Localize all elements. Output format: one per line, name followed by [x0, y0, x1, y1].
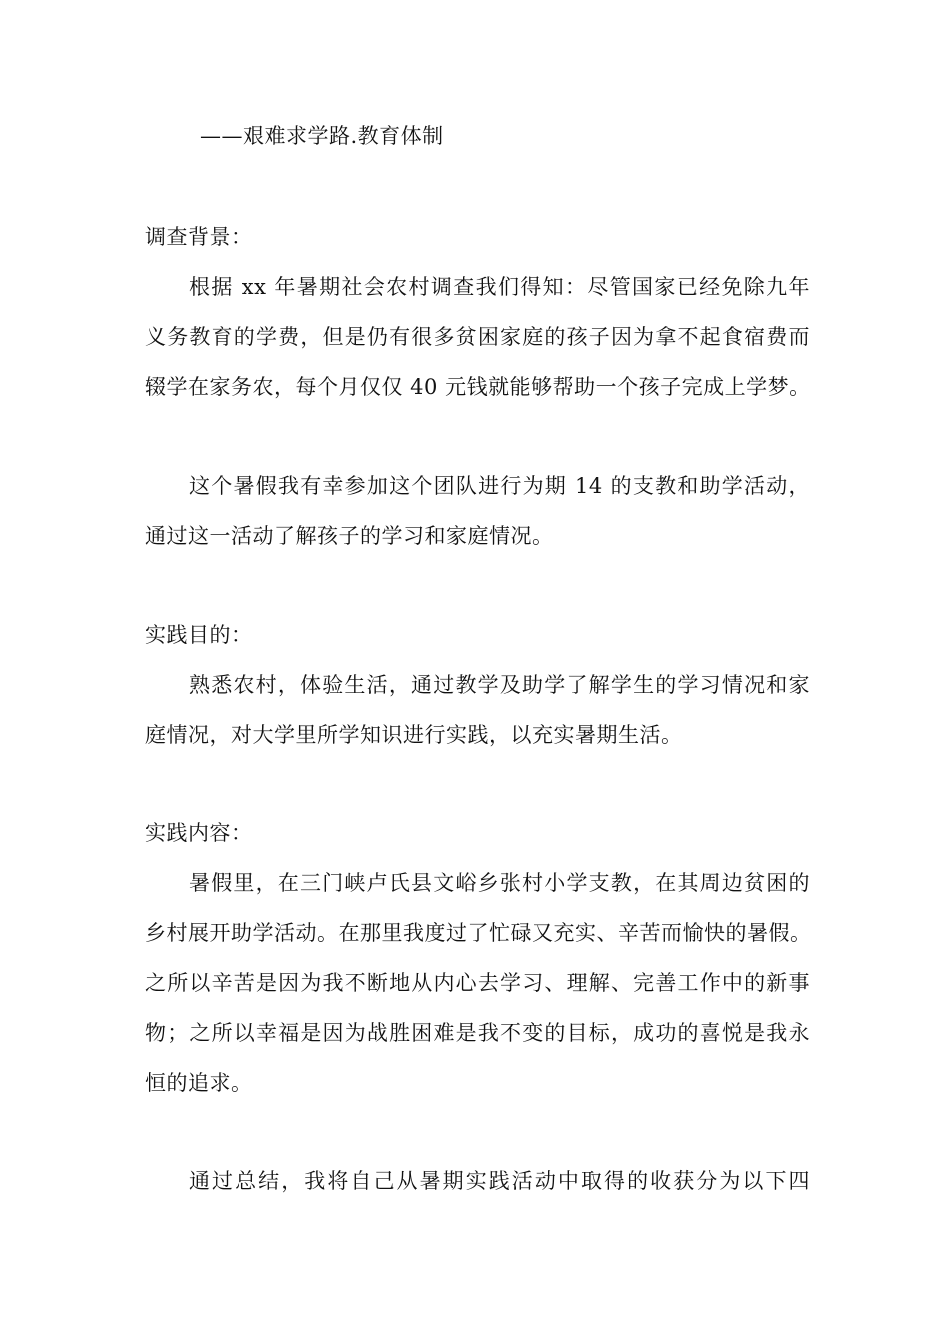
section-heading-purpose: 实践目的：: [145, 623, 253, 647]
paragraph-line: 义务教育的学费，但是仍有很多贫困家庭的孩子因为拿不起食宿费而: [145, 325, 810, 349]
document-subtitle: ——艰难求学路.教育体制: [200, 124, 444, 148]
section-heading-content: 实践内容：: [145, 821, 253, 845]
paragraph-line: 物；之所以幸福是因为战胜困难是我不变的目标，成功的喜悦是我永: [145, 1021, 810, 1045]
paragraph-line: 辍学在家务农，每个月仅仅 40 元钱就能够帮助一个孩子完成上学梦。: [145, 375, 811, 399]
paragraph-line: 乡村展开助学活动。在那里我度过了忙碌又充实、辛苦而愉快的暑假。: [145, 921, 812, 945]
paragraph-line: 这个暑假我有幸参加这个团队进行为期 14 的支教和助学活动，: [189, 474, 810, 498]
paragraph-line: 暑假里，在三门峡卢氏县文峪乡张村小学支教，在其周边贫困的: [189, 871, 810, 895]
paragraph-line: 之所以辛苦是因为我不断地从内心去学习、理解、完善工作中的新事: [145, 971, 810, 995]
section-heading-background: 调查背景：: [145, 225, 253, 249]
paragraph-line: 庭情况，对大学里所学知识进行实践，以充实暑期生活。: [145, 723, 683, 747]
paragraph-line: 通过总结，我将自己从暑期实践活动中取得的收获分为以下四: [189, 1169, 810, 1193]
paragraph-line: 通过这一活动了解孩子的学习和家庭情况。: [145, 524, 554, 548]
paragraph-line: 熟悉农村，体验生活，通过教学及助学了解学生的学习情况和家: [189, 673, 810, 697]
paragraph-line: 根据 xx 年暑期社会农村调查我们得知：尽管国家已经免除九年: [189, 275, 810, 299]
paragraph-line: 恒的追求。: [145, 1071, 253, 1095]
